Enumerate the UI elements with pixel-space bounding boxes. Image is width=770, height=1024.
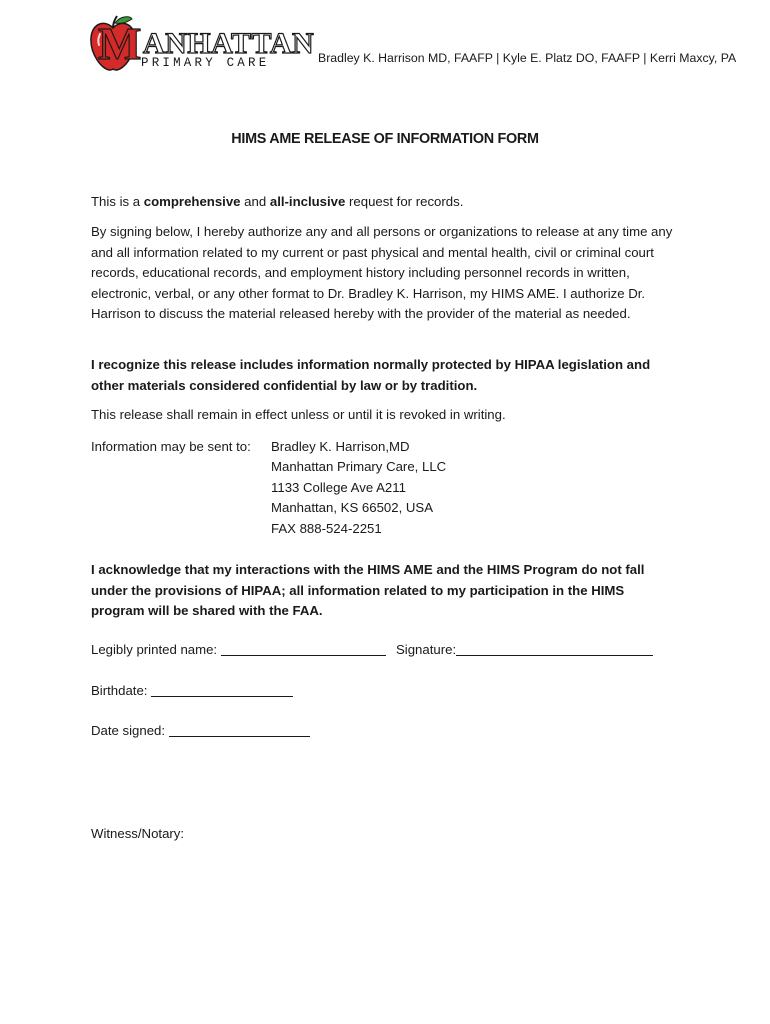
birthdate-label: Birthdate: <box>91 683 152 698</box>
address-line: Bradley K. Harrison,MD <box>271 439 410 454</box>
acknowledgement-paragraph: I acknowledge that my interactions with the HIMS AME and the HIMS Program do not fall under the provisions of HIPAA; all information related to my participation in the HIMS program will be shared with the FAA. <box>91 562 645 619</box>
intro-mid: and <box>240 194 270 209</box>
send-to-label: Information may be sent to: <box>91 439 251 454</box>
form-title: HIMS AME RELEASE OF INFORMATION FORM <box>231 131 539 147</box>
address-line: Manhattan, KS 66502, USA <box>271 500 434 516</box>
printed-name-blank[interactable] <box>221 642 386 656</box>
validity-paragraph: This release shall remain in effect unless or until it is revoked in writing. <box>91 407 506 422</box>
birthdate-field[interactable] <box>91 683 293 698</box>
logo-subtitle: PRIMARY CARE <box>141 56 270 70</box>
address-line: Manhattan Primary Care, LLC <box>271 459 447 475</box>
hipaa-notice-paragraph: I recognize this release includes information normally protected by HIPAA legislation and other materials considered confidential by law or by tradition. <box>91 357 651 393</box>
signature-field[interactable] <box>396 642 653 657</box>
birthdate-blank[interactable] <box>151 683 293 697</box>
address-line: 1133 College Ave A211 <box>271 479 406 495</box>
logo-initial: M <box>98 18 142 69</box>
intro-pre: This is a <box>91 194 144 209</box>
witness-notary-field <box>91 826 184 841</box>
intro-post: request for records. <box>345 194 464 209</box>
date-signed-label: Date signed: <box>91 723 169 738</box>
signature-label: Signature: <box>396 642 457 657</box>
date-signed-field[interactable] <box>91 723 310 738</box>
date-signed-blank[interactable] <box>169 723 310 737</box>
intro-bold-all-inclusive: all-inclusive <box>269 194 346 209</box>
address-line: FAX 888-524-2251 <box>271 520 382 536</box>
provider-list: Bradley K. Harrison MD, FAAFP | Kyle E. Platz DO, FAAFP | Kerri Maxcy, PA <box>318 51 737 65</box>
intro-paragraph <box>91 192 691 213</box>
recipient-address <box>271 437 446 539</box>
logo-main-text: ANHATTAN <box>142 27 315 60</box>
manhattan-primary-care-logo <box>86 8 315 78</box>
intro-bold-comprehensive: comprehensive <box>143 194 241 209</box>
printed-name-label: Legibly printed name: <box>91 642 221 657</box>
authorization-paragraph: By signing below, I hereby authorize any and all persons or organizations to release at any time any and all information related to my current or past physical and mental health, civil or criminal court records, educational records, and employment history including personnel records in written, electronic, verbal, or any other format to Dr. Bradley K. Harrison, my HIMS AME. I authorize Dr. Harrison to discuss the material released hereby with the provider of the material as needed. <box>91 224 673 322</box>
printed-name-field[interactable] <box>91 642 386 657</box>
witness-notary-label: Witness/Notary: <box>91 826 185 841</box>
signature-blank[interactable] <box>456 642 653 656</box>
